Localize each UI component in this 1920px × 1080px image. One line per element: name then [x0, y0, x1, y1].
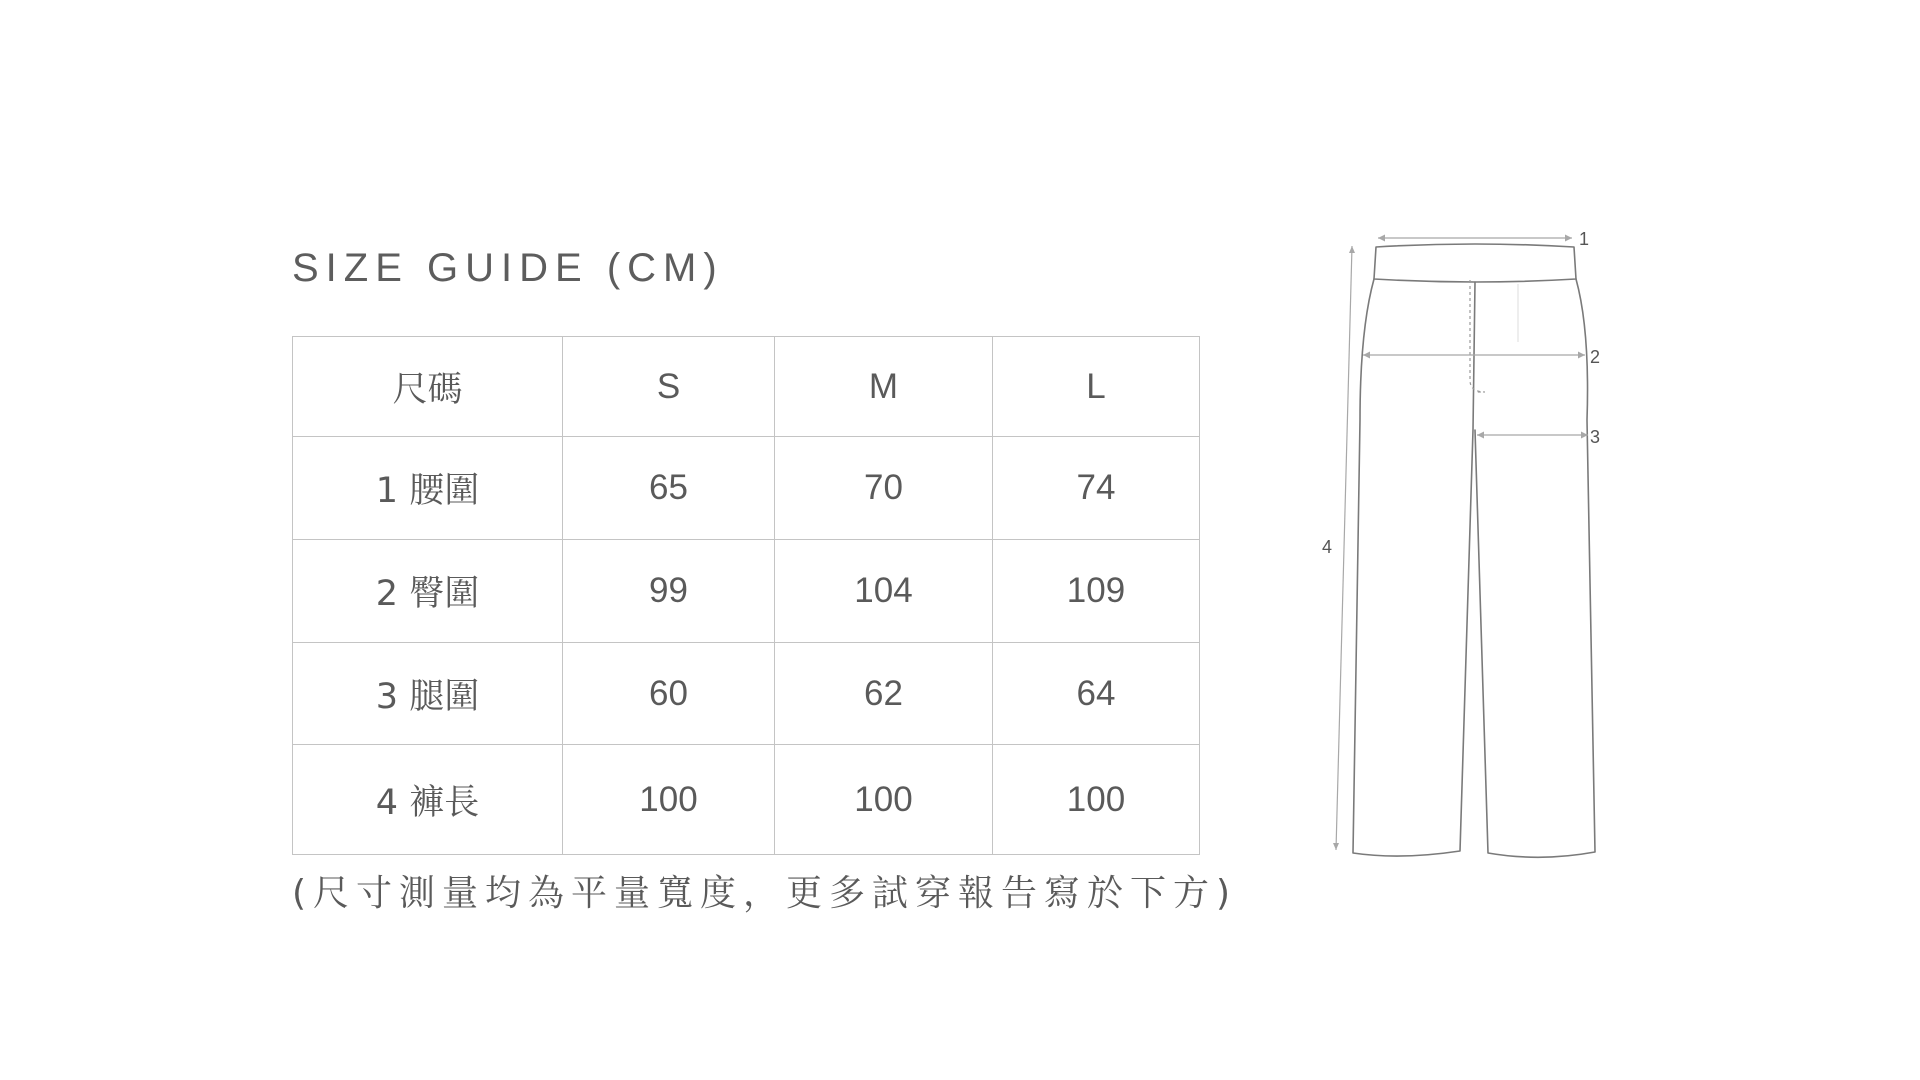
cell-value: 74: [993, 437, 1200, 540]
arrow-head: [1378, 235, 1385, 242]
cell-value: 70: [775, 437, 993, 540]
pants-illustration: [1310, 220, 1610, 870]
marker-3: 3: [1590, 427, 1601, 447]
header-size: 尺碼: [293, 337, 563, 437]
table-row-length: [293, 745, 1200, 855]
marker-1: 1: [1579, 229, 1590, 249]
size-table: [292, 336, 1200, 855]
marker-2: 2: [1590, 347, 1601, 367]
pants-diagram: [1310, 220, 1610, 870]
table-row-hip: [293, 540, 1200, 643]
table-header-row: [293, 337, 1200, 437]
arrow-head: [1333, 843, 1339, 850]
size-guide-title: SIZE GUIDE (CM): [292, 246, 724, 290]
cell-value: 109: [993, 540, 1200, 643]
waistband-outline: [1374, 244, 1576, 282]
table-row-waist: [293, 437, 1200, 540]
table-row-thigh: [293, 643, 1200, 745]
cell-value: 62: [775, 643, 993, 745]
measurement-note: (尺寸測量均為平量寬度，更多試穿報告寫於下方): [292, 873, 1238, 914]
arrow-head: [1578, 352, 1585, 359]
header-m: M: [775, 337, 993, 437]
arrow-head: [1565, 235, 1572, 242]
arrow-head: [1363, 352, 1370, 359]
cell-value: 99: [563, 540, 775, 643]
row-label: 2 臀圍: [293, 540, 563, 643]
arrow-head: [1477, 432, 1484, 439]
length-guide: [1336, 246, 1352, 850]
right-leg-outline: [1475, 279, 1595, 857]
cell-value: 65: [563, 437, 775, 540]
marker-4: 4: [1322, 537, 1333, 557]
left-leg-outline: [1353, 279, 1475, 856]
cell-value: 64: [993, 643, 1200, 745]
cell-value: 100: [993, 745, 1200, 855]
row-label: 3 腿圍: [293, 643, 563, 745]
arrow-head: [1349, 246, 1355, 253]
cell-value: 104: [775, 540, 993, 643]
header-l: L: [993, 337, 1200, 437]
header-s: S: [563, 337, 775, 437]
cell-value: 60: [563, 643, 775, 745]
cell-value: 100: [563, 745, 775, 855]
row-label: 4 褲長: [293, 745, 563, 855]
row-label: 1 腰圍: [293, 437, 563, 540]
fly-seam: [1470, 280, 1485, 392]
cell-value: 100: [775, 745, 993, 855]
